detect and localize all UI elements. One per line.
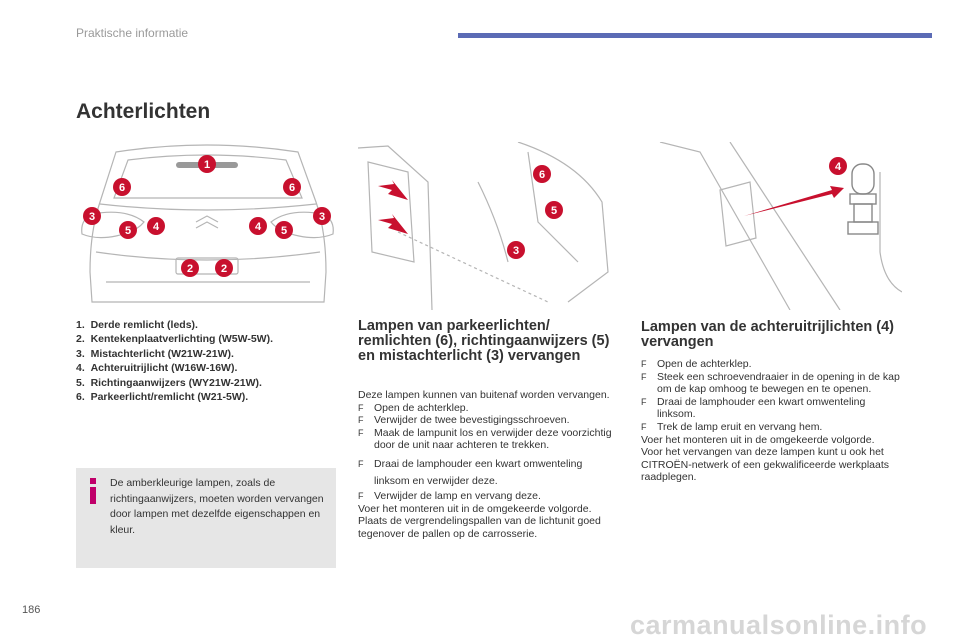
car-rear-illustration (76, 142, 339, 310)
parts-list-item: 1. Derde remlicht (leds). (76, 319, 198, 331)
page-title: Achterlichten (76, 100, 211, 123)
step-item: F Verwijder de twee bevestigingsschroeven. (358, 414, 570, 427)
callout-5 (545, 201, 563, 219)
section-header: Praktische informatie (76, 26, 189, 40)
callout-3 (507, 241, 525, 259)
step-item: F Open de achterklep. (358, 401, 469, 414)
step-item: F Draai de lamphouder een kwart omwenteling linksom. (641, 395, 866, 421)
parts-list-item: 6. Parkeerlicht/remlicht (W21-5W). (76, 391, 249, 404)
bullet-mark: F (358, 415, 364, 426)
bullet-mark: F (358, 458, 364, 469)
svg-text:2: 2 (186, 263, 194, 275)
svg-text:3: 3 (512, 245, 520, 257)
svg-text:2: 2 (220, 263, 228, 275)
parts-list (76, 318, 336, 404)
parts-list-item: 5. Richtingaanwijzers (WY21W-21W). (76, 376, 262, 389)
step-item: F Open de achterklep. (641, 358, 752, 370)
lamp-unit-illustration (358, 142, 616, 310)
step-item: F Draai de lamphouder een kwart omwenteling linksom en verwijder deze. (358, 457, 583, 487)
svg-text:6: 6 (538, 169, 546, 181)
svg-text:3: 3 (88, 211, 96, 223)
section-outro-2: Voor het vervangen van deze lampen kunt u ook het CITROËN-netwerk of een gekwalificeerde werkplaats raadplegen. (641, 446, 890, 484)
svg-text:1: 1 (203, 159, 211, 171)
callout-6-left (113, 178, 131, 196)
svg-text:4: 4 (254, 221, 262, 233)
callout-4-left (147, 217, 165, 235)
parts-list-item: 4. Achteruitrijlicht (W16W-16W). (76, 362, 238, 375)
step-item: F Steek een schroevendraaier in de opening in de kap om de kap omhoog te bewegen en te openen. (641, 370, 900, 396)
header-accent-bar (458, 33, 932, 38)
bullet-mark: F (641, 421, 647, 432)
bullet-mark: F (358, 402, 364, 413)
step-item: F Verwijder de lamp en vervang deze. (358, 489, 541, 502)
bullet-mark: F (641, 371, 647, 382)
callout-4-right (249, 217, 267, 235)
section-body-parkeerlichten (358, 389, 620, 540)
callout-6-right (283, 178, 301, 196)
section-heading-achteruitrijlichten: Lampen van de achteruitrijlichten (4) vervangen (641, 319, 894, 350)
svg-text:5: 5 (124, 225, 132, 237)
bullet-mark: F (641, 396, 647, 407)
svg-text:4: 4 (834, 161, 842, 173)
watermark: carmanualsonline.info (630, 610, 928, 640)
callout-1 (198, 155, 216, 173)
callout-5-left (119, 221, 137, 239)
callout-2-right (215, 259, 233, 277)
info-text: De amberkleurige lampen, zoals de richtingaanwijzers, moeten worden vervangen door lampen met dezelfde eigenschappen en kleur. (110, 477, 324, 536)
step-item: F Maak de lampunit los en verwijder deze voorzichtig door de unit naar achteren te trekken. (358, 426, 612, 452)
section-intro: Deze lampen kunnen van buitenaf worden vervangen. (358, 389, 610, 401)
section-outro: Voer het monteren uit in de omgekeerde volgorde. (641, 433, 875, 446)
svg-text:6: 6 (288, 182, 296, 194)
bullet-mark: F (358, 427, 364, 438)
callout-4 (829, 157, 847, 175)
svg-text:6: 6 (118, 182, 126, 194)
reverse-lamp-illustration (640, 142, 902, 310)
svg-text:5: 5 (550, 205, 558, 217)
callout-5-right (275, 221, 293, 239)
step-item: F Trek de lamp eruit en vervang hem. (641, 420, 823, 433)
callout-3-right (313, 207, 331, 225)
parts-list-item: 3. Mistachterlicht (W21W-21W). (76, 347, 234, 360)
callout-3-left (83, 207, 101, 225)
svg-text:3: 3 (318, 211, 326, 223)
info-icon (86, 478, 100, 504)
parts-list-item: 2. Kentekenplaatverlichting (W5W-5W). (76, 333, 273, 346)
page-number: 186 (22, 604, 41, 616)
callout-6 (533, 165, 551, 183)
section-outro: Voer het monteren uit in de omgekeerde volgorde. (358, 502, 592, 515)
section-outro-2: Plaats de vergrendelingspallen van de lichtunit goed tegenover de pallen op de carrosserie. (358, 515, 601, 540)
bullet-mark: F (358, 490, 364, 501)
section-heading-parkeerlichten: Lampen van parkeerlichten/ remlichten (6), richtingaanwijzers (5) en mistachterlicht (3) vervangen (358, 318, 610, 364)
section-body-achteruitrijlichten (641, 358, 905, 484)
svg-text:5: 5 (280, 225, 288, 237)
bullet-mark: F (641, 359, 647, 369)
callout-2-left (181, 259, 199, 277)
svg-text:4: 4 (152, 221, 160, 233)
info-box (76, 468, 336, 568)
